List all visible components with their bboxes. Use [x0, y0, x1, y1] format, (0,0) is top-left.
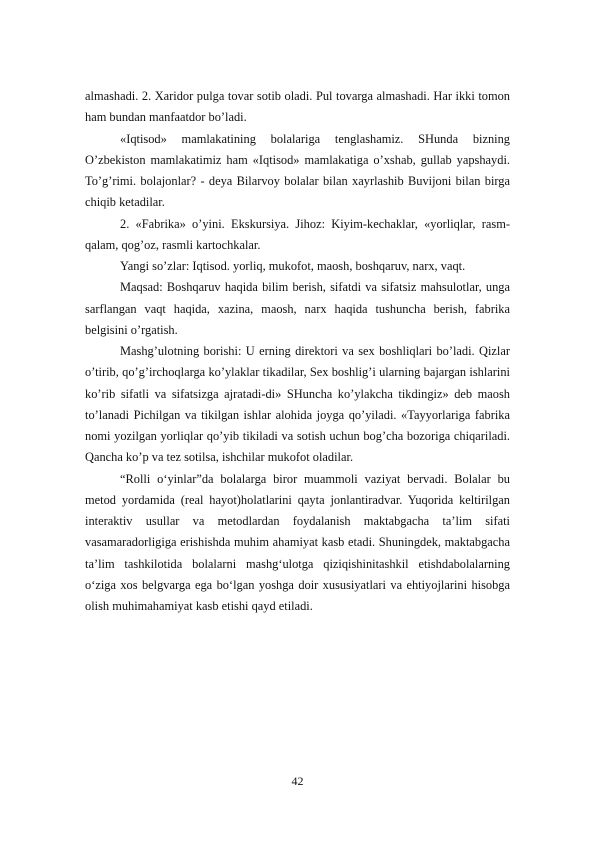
paragraph-fabrika-game: 2. «Fabrika» o’yini. Ekskursiya. Jihoz: Kiyim-kechaklar, «yorliqlar, rasm-qalam, qog’oz, rasmli kartochkalar.: [85, 216, 510, 252]
paragraph-goal: Maqsad: Boshqaruv haqida bilim berish, sifatdi va sifatsiz mahsulotlar, unga sarflangan vaqt haqida, xazina, maosh, narx haqida tushuncha berish, fabrika belgisini o’rgatish.: [85, 280, 510, 337]
page-number: 42: [291, 774, 304, 788]
paragraph-lesson-progress: Mashg’ulotning borishi: U erning direktori va sex boshliqlari bo’ladi. Qizlar o’tirib, qo’g’irchoqlarga ko’ylaklar tikadilar, Sex boshlig’i ularning bajargan ishlarini ko’rib sifatli va sifatsizga ajratadi-di» SHuncha ko’ylakcha tikdingiz» deb maosh to’lanadi Pichilgan va tikilgan ishlar alohida joyga qo’yiladi. «Tayyorlariga fabrika nomi yozilgan yorliqlar qo’yib tikiladi va sotish uchun bog’cha bozoriga chiqariladi. Qancha ko’p va tez sotilsa, ishchilar mukofot oladilar.: [85, 344, 510, 465]
body-text: [85, 86, 510, 617]
paragraph-iqtisod-country: «Iqtisod» mamlakatining bolalariga tenglashamiz. SHunda bizning O’zbekiston mamlakatimiz ham «Iqtisod» mamlakatiga o’xshab, gullab yapshaydi. To’g’rimi. bolajonlar? - deya Bilarvoy bolalar bilan xayrlashib Buvijoni bilan birga chiqib ketadilar.: [85, 131, 510, 210]
paragraph-continuation: almashadi. 2. Xaridor pulga tovar sotib oladi. Pul tovarga almashadi. Har ikki tomon ham bundan manfaatdor bo’ladi.: [85, 89, 510, 125]
paragraph-role-games: “Rolli o‘yinlar”da bolalarga biror muammoli vaziyat bervadi. Bolalar bu metod yordamida (real hayot)holatlarini qayta jonlantiradvar. Yuqorida keltirilgan interaktiv usullar va metodlardan foydalanish maktabgacha ta’lim sifati vasamaradorligiga erishishda muhim ahamiyat kasb etadi. Shuningdek, maktabgacha ta’lim tashkilotida bolalarni mashg‘ulotga qiziqishinitashkil etishdabolalarning o‘ziga xos belgvarga ega bo‘lgan yoshga doir xususiyatlari va ehtiyojlarini hisobga olish muhimahamiyat kasb etishi qayd etiladi.: [85, 471, 510, 613]
paragraph-new-words: Yangi so’zlar: Iqtisod. yorliq, mukofot, maosh, boshqaruv, narx, vaqt.: [120, 259, 466, 273]
